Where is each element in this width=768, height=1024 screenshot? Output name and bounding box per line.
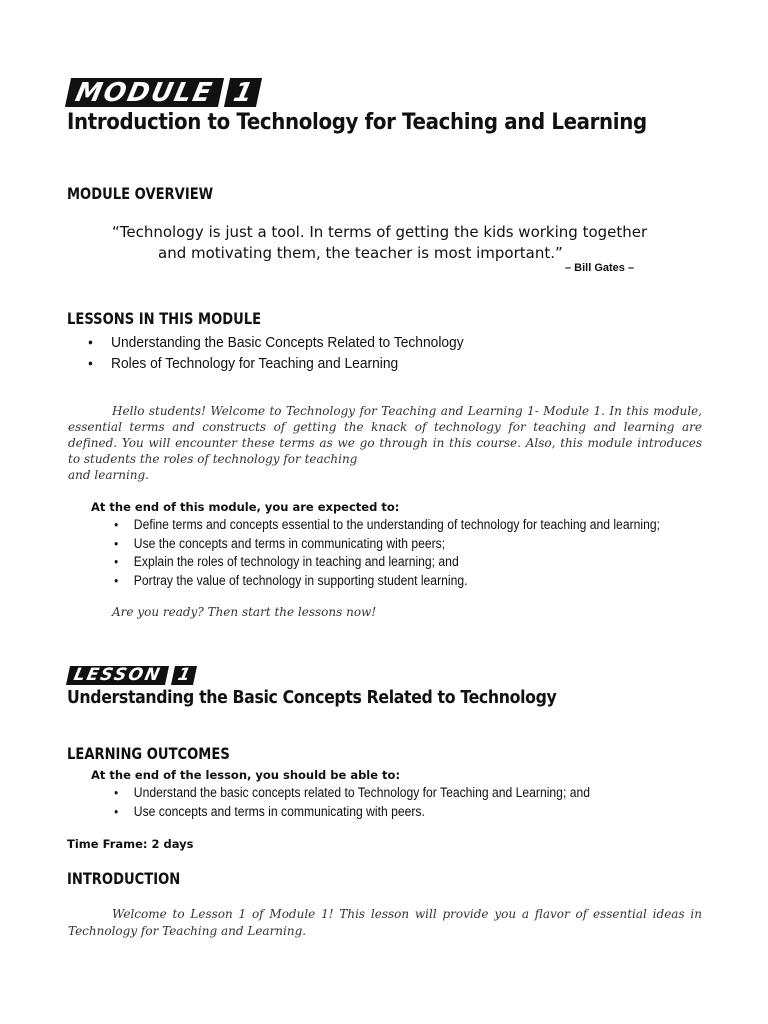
quote-line-1: “Technology is just a tool. In terms of getting the kids working together [112,223,648,241]
lessons-heading: LESSONS IN THIS MODULE [67,309,262,328]
lesson-banner [68,666,248,686]
expectation-item: ● Define terms and concepts essential to the understanding of technology for teaching and learning; [114,516,660,535]
lesson-banner-number: 1 [171,666,197,685]
introduction-text [68,906,702,940]
outcome-item: ● Use concepts and terms in communicating with peers. [114,803,590,822]
outcome-item: ● Understand the basic concepts related to Technology for Teaching and Learning; and [114,784,590,803]
expectations-list [114,516,721,590]
expectation-item: ● Explain the roles of technology in teaching and learning; and [114,553,660,572]
expectation-item: ● Use the concepts and terms in communicating with peers; [114,535,660,554]
lesson-banner-word: LESSON [66,666,169,685]
intro-paragraph-end: and learning. [68,468,149,482]
lesson-item-1: ● Understanding the Basic Concepts Related to Technology [88,332,464,353]
ready-text: Are you ready? Then start the lessons now! [112,605,377,619]
time-frame: Time Frame: 2 days [67,837,194,851]
outcomes-label: At the end of the lesson, you should be able to: [91,768,401,782]
expectation-item: ● Portray the value of technology in supporting student learning. [114,572,660,591]
quote-line-2: and motivating them, the teacher is most important.” [158,244,563,262]
module-banner [68,78,368,108]
lesson-title: Understanding the Basic Concepts Related to Technology [67,688,557,708]
learning-outcomes-heading: LEARNING OUTCOMES [67,744,230,763]
module-banner-word: MODULE [65,78,224,107]
introduction-text-body: Welcome to Lesson 1 of Module 1! This lesson will provide you a flavor of essential ideas in Technology for Teaching and Learning. [68,907,702,938]
overview-quote [112,222,672,264]
module-title: Introduction to Technology for Teaching and Learning [67,110,647,135]
lessons-list [88,332,496,374]
intro-paragraph [68,403,702,483]
lesson-item-2: ● Roles of Technology for Teaching and Learning [88,353,464,374]
expectations-label: At the end of this module, you are expected to: [91,500,400,514]
module-banner-number: 1 [224,78,262,107]
intro-paragraph-text: Hello students! Welcome to Technology for Teaching and Learning 1- Module 1. In this module, essential terms and constructs of getting the knack of technology for teaching and learning are defined. You will encounter these terms as we go through in this course. Also, this module introduces to students the roles of technology for teaching [68,404,702,466]
module-overview-heading: MODULE OVERVIEW [67,184,214,203]
outcomes-list [114,784,643,821]
introduction-heading: INTRODUCTION [67,869,181,888]
quote-attribution: – Bill Gates – [565,262,635,274]
